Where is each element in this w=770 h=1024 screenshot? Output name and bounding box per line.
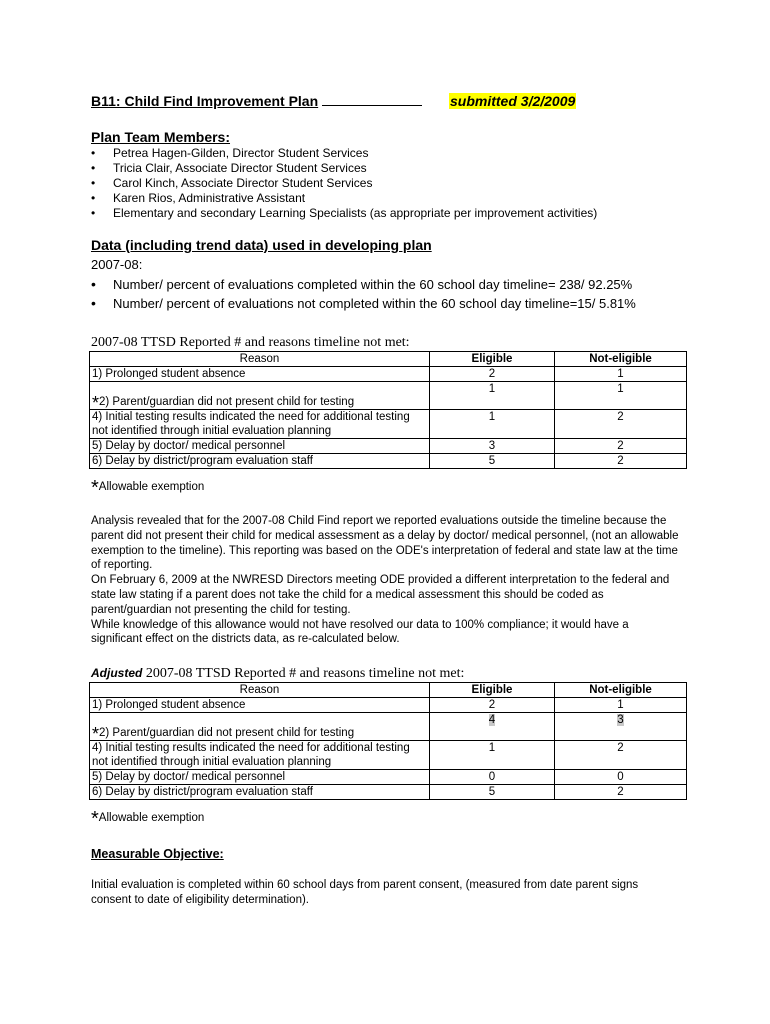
- cell-not-eligible: 0: [555, 770, 687, 785]
- footnote-text: Allowable exemption: [98, 481, 205, 493]
- cell-reason: [90, 713, 430, 744]
- table-row: [90, 741, 687, 770]
- cell-reason: 1) Prolonged student absence: [90, 698, 430, 713]
- exemption-star: *: [91, 808, 99, 830]
- table-header-row: [90, 683, 687, 698]
- column-header-reason: Reason: [90, 683, 430, 698]
- cell-reason: 1) Prolonged student absence: [90, 367, 430, 382]
- exemption-star: *: [92, 393, 100, 413]
- cell-not-eligible: 2: [555, 410, 687, 439]
- list-item: • Carol Kinch, Associate Director Student Services: [91, 176, 597, 191]
- objective-heading: Measurable Objective:: [91, 847, 224, 861]
- column-header-reason: Reason: [90, 352, 430, 367]
- list-item: • Elementary and secondary Learning Specialists (as appropriate per improvement activities): [91, 206, 597, 221]
- cell-reason: [90, 382, 430, 413]
- column-header-not-eligible: Not-eligible: [555, 352, 687, 367]
- list-item: • Number/ percent of evaluations not completed within the 60 school day timeline=15/ 5.81%: [91, 294, 636, 313]
- table-row: [90, 410, 687, 439]
- cell-eligible: [430, 713, 555, 741]
- table1-caption: 2007-08 TTSD Reported # and reasons timeline not met:: [91, 335, 410, 350]
- table-row: [90, 785, 687, 800]
- column-header-eligible: Eligible: [430, 352, 555, 367]
- highlighted-value: 3: [617, 714, 624, 726]
- table1: [89, 351, 687, 469]
- cell-not-eligible: 1: [555, 367, 687, 382]
- cell-reason: 6) Delay by district/program evaluation staff: [90, 785, 430, 800]
- list-item: • Tricia Clair, Associate Director Student Services: [91, 161, 597, 176]
- list-item: • Karen Rios, Administrative Assistant: [91, 191, 597, 206]
- analysis-paragraph-1: Analysis revealed that for the 2007-08 Child Find report we reported evaluations outside the timeline because the parent did not present their child for medical assessment as a delay by doctor/ medical personnel, (not an allowable exemption to the timeline). This reporting was based on the ODE's interpretation of federal and state law at the time of reporting.: [91, 515, 679, 572]
- analysis-text: [91, 514, 681, 647]
- footnote-text: Allowable exemption: [98, 812, 205, 824]
- table-row: [90, 698, 687, 713]
- list-item: • Number/ percent of evaluations completed within the 60 school day timeline= 238/ 92.25%: [91, 275, 636, 294]
- cell-not-eligible: [555, 713, 687, 741]
- analysis-paragraph-2: On February 6, 2009 at the NWRESD Directors meeting ODE provided a different interpretation to the federal and state law stating if a parent does not take the child for a medical assessment this should be coded as parent/guardian not presenting the child for testing.: [91, 574, 670, 616]
- submitted-date: submitted 3/2/2009: [450, 93, 576, 109]
- cell-not-eligible: 2: [555, 439, 687, 454]
- table-row: [90, 367, 687, 382]
- cell-not-eligible: 2: [555, 785, 687, 800]
- title-text: B11: Child Find Improvement Plan: [91, 93, 319, 109]
- title-underline-blank: [322, 93, 422, 106]
- cell-eligible: 5: [430, 454, 555, 469]
- reason-text: 2) Parent/guardian did not present child for testing: [99, 727, 355, 739]
- list-item: • Petrea Hagen-Gilden, Director Student Services: [91, 146, 597, 161]
- data-bullets: [91, 275, 636, 313]
- cell-eligible: 2: [430, 698, 555, 713]
- cell-eligible: 0: [430, 770, 555, 785]
- cell-reason: 4) Initial testing results indicated the need for additional testing not identified through initial evaluation planning: [90, 410, 430, 439]
- exemption-star: *: [92, 724, 100, 744]
- table-row: [90, 454, 687, 469]
- cell-eligible: 5: [430, 785, 555, 800]
- table-row: [90, 770, 687, 785]
- table2-caption-text: 2007-08 TTSD Reported # and reasons timeline not met:: [142, 666, 465, 681]
- table2: [89, 682, 687, 800]
- cell-reason: 5) Delay by doctor/ medical personnel: [90, 439, 430, 454]
- cell-eligible: 2: [430, 367, 555, 382]
- table2-caption: [91, 666, 464, 682]
- objective-text: Initial evaluation is completed within 60 school days from parent consent, (measured from date parent signs consent to date of eligibility determination).: [91, 879, 639, 906]
- highlighted-value: 4: [488, 714, 496, 726]
- cell-not-eligible: 2: [555, 741, 687, 770]
- cell-not-eligible: 1: [555, 382, 687, 410]
- analysis-paragraph-3: While knowledge of this allowance would not have resolved our data to 100% compliance; it would have a significant effect on the districts data, as re-calculated below.: [91, 618, 629, 646]
- team-members-list: [91, 146, 597, 221]
- table2-footnote: [91, 808, 205, 830]
- cell-eligible: 1: [430, 382, 555, 410]
- table-row: [90, 382, 687, 410]
- exemption-star: *: [91, 477, 99, 499]
- table-row: [90, 713, 687, 741]
- table-header-row: [90, 352, 687, 367]
- cell-eligible: 3: [430, 439, 555, 454]
- document-title: [91, 93, 576, 109]
- cell-eligible: 1: [430, 741, 555, 770]
- table-row: [90, 439, 687, 454]
- cell-reason: 6) Delay by district/program evaluation staff: [90, 454, 430, 469]
- cell-not-eligible: 2: [555, 454, 687, 469]
- cell-reason: 5) Delay by doctor/ medical personnel: [90, 770, 430, 785]
- column-header-not-eligible: Not-eligible: [555, 683, 687, 698]
- team-heading: Plan Team Members:: [91, 129, 231, 145]
- cell-reason: 4) Initial testing results indicated the need for additional testing not identified through initial evaluation planning: [90, 741, 430, 770]
- reason-text: 2) Parent/guardian did not present child for testing: [99, 396, 355, 408]
- data-heading: Data (including trend data) used in developing plan: [91, 237, 432, 253]
- table1-footnote: [91, 477, 205, 499]
- cell-not-eligible: 1: [555, 698, 687, 713]
- cell-eligible: 1: [430, 410, 555, 439]
- adjusted-label: Adjusted: [91, 666, 143, 680]
- data-year: 2007-08:: [91, 257, 143, 272]
- column-header-eligible: Eligible: [430, 683, 555, 698]
